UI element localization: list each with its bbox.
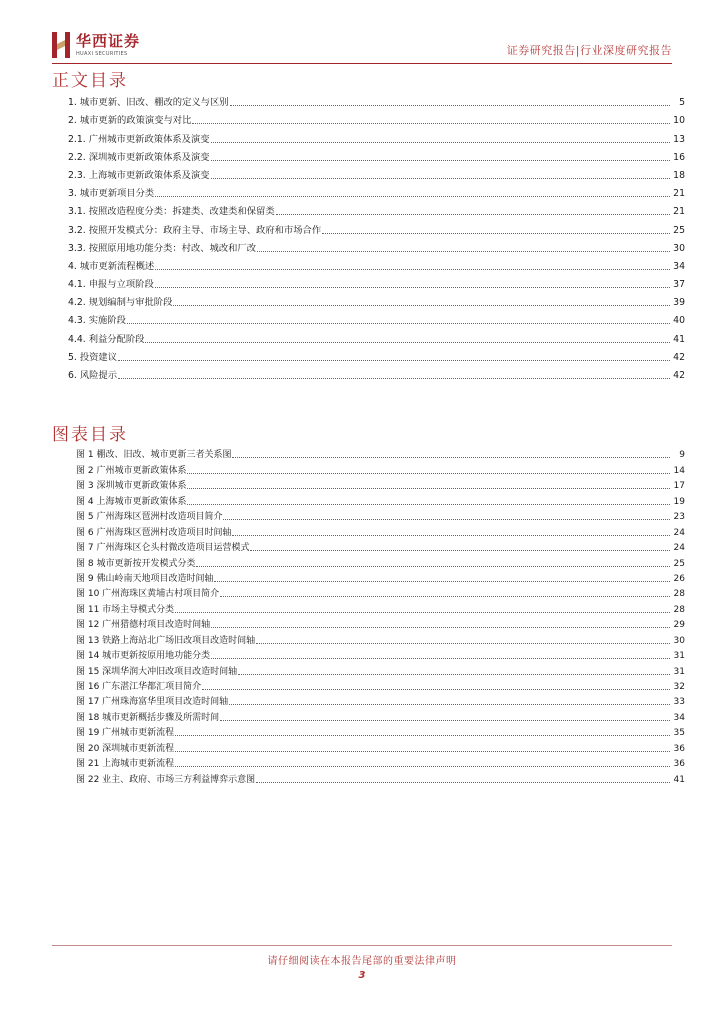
figure-entry-page: 30 — [673, 635, 685, 646]
dot-leader — [322, 233, 670, 234]
figure-entry[interactable] — [76, 570, 685, 585]
figure-entry-page: 36 — [673, 743, 685, 754]
figure-entry-page: 31 — [673, 666, 685, 677]
figure-entry-label: 图 22 业主、政府、市场三方利益博弈示意图 — [76, 774, 256, 785]
figure-entry[interactable] — [76, 492, 685, 507]
dot-leader — [232, 457, 670, 458]
dot-leader — [250, 550, 670, 551]
figure-entry-label: 图 19 广州城市更新流程 — [76, 728, 175, 739]
dot-leader — [257, 251, 670, 252]
figure-entry-page: 14 — [673, 465, 685, 476]
figure-entry-label: 图 7 广州海珠区仑头村微改造项目运营模式 — [76, 543, 250, 554]
toc-entry-label: 1. 城市更新、旧改、棚改的定义与区别 — [68, 97, 229, 109]
toc-entry[interactable] — [68, 127, 685, 145]
figure-entry[interactable] — [76, 477, 685, 492]
figure-entry-label: 图 12 广州猎德村项目改造时间轴 — [76, 620, 211, 631]
figure-entry-label: 图 17 广州珠海富华里项目改造时间轴 — [76, 697, 229, 708]
dot-leader — [175, 766, 670, 767]
dot-leader — [118, 378, 670, 379]
dot-leader — [211, 627, 670, 628]
figure-entry-page: 9 — [679, 450, 685, 461]
toc-entry-page: 5 — [679, 97, 685, 109]
toc-entry-page: 37 — [673, 279, 685, 291]
dot-leader — [211, 142, 670, 143]
toc-entry[interactable] — [68, 146, 685, 164]
toc-entry-label: 4.3. 实施阶段 — [68, 315, 126, 327]
toc-entry-page: 42 — [673, 370, 685, 381]
toc-entry-page: 25 — [673, 224, 685, 236]
dot-leader — [187, 488, 670, 489]
legal-notice: 请仔细阅读在本报告尾部的重要法律声明 — [267, 956, 457, 967]
header-divider — [52, 63, 672, 64]
footer-divider — [52, 945, 672, 946]
figure-entry-page: 25 — [673, 558, 685, 569]
figure-entry-label: 图 11 市场主导模式分类 — [76, 604, 175, 615]
figures-title: 图表目录 — [52, 425, 128, 445]
figure-entry[interactable] — [76, 755, 685, 770]
toc-entry-page: 30 — [673, 242, 685, 254]
figure-entry-page: 26 — [673, 573, 685, 584]
figure-entry-page: 17 — [673, 481, 685, 492]
dot-leader — [192, 123, 670, 124]
logo-english-name: HUAXI SECURITIES — [76, 50, 128, 57]
figure-entry-page: 24 — [673, 527, 685, 538]
toc-entry-label: 2.3. 上海城市更新政策体系及演变 — [68, 169, 210, 181]
dot-leader — [232, 535, 670, 536]
figure-entry-page: 28 — [673, 589, 685, 600]
toc-entry-page: 16 — [673, 151, 685, 163]
dot-leader — [211, 658, 670, 659]
figure-entry[interactable] — [76, 708, 685, 723]
figure-entry-label: 图 1 棚改、旧改、城市更新三者关系图 — [76, 450, 232, 461]
toc-entry-label: 4.2. 规划编制与审批阶段 — [68, 297, 173, 309]
toc-entry-page: 40 — [673, 315, 685, 327]
figure-entry[interactable] — [76, 585, 685, 600]
dot-leader — [220, 720, 670, 721]
toc-list — [68, 91, 685, 382]
toc-entry-label: 5. 投资建议 — [68, 351, 118, 363]
toc-entry-label: 3.3. 按照原用地功能分类：村改、城改和厂改 — [68, 242, 257, 254]
figure-entry-label: 图 3 深圳城市更新政策体系 — [76, 481, 187, 492]
figure-entry-label: 图 8 城市更新按开发模式分类 — [76, 558, 196, 569]
figure-entry[interactable] — [76, 461, 685, 476]
toc-entry-page: 21 — [673, 188, 685, 200]
figure-entry-label: 图 20 深圳城市更新流程 — [76, 743, 175, 754]
dot-leader — [256, 643, 670, 644]
figure-entry-label: 图 16 广东湛江华都汇项目简介 — [76, 682, 202, 692]
figure-entry-label: 图 10 广州海珠区黄埔古村项目简介 — [76, 589, 220, 600]
logo-chinese-name: 华西证券 — [76, 31, 141, 50]
figure-entry-label: 图 5 广州海珠区琶洲村改造项目简介 — [76, 512, 223, 523]
dot-leader — [211, 160, 670, 161]
figure-entry-label: 图 9 佛山岭南天地项目改造时间轴 — [76, 573, 214, 584]
figure-entry[interactable] — [76, 446, 685, 461]
toc-entry-label: 2.1. 广州城市更新政策体系及演变 — [68, 133, 210, 145]
figure-entry[interactable] — [76, 739, 685, 754]
figure-entry[interactable] — [76, 508, 685, 523]
figure-entry[interactable] — [76, 678, 685, 693]
figure-entry-page: 23 — [673, 512, 685, 523]
huaxi-logo-icon — [52, 32, 70, 58]
toc-entry-page: 18 — [673, 169, 685, 181]
figure-entry[interactable] — [76, 554, 685, 569]
figure-entry-page: 28 — [673, 604, 685, 615]
figure-entry-page: 36 — [673, 759, 685, 770]
figure-entry[interactable] — [76, 693, 685, 708]
dot-leader — [175, 612, 670, 613]
dot-leader — [211, 178, 670, 179]
toc-entry-label: 4.4. 利益分配阶段 — [68, 333, 145, 345]
dot-leader — [220, 596, 670, 597]
figure-entry-label: 图 2 广州城市更新政策体系 — [76, 465, 187, 476]
figure-entry-label: 图 15 深圳华润大冲旧改项目改造时间轴 — [76, 666, 238, 677]
dot-leader — [155, 196, 670, 197]
figure-entry-page: 41 — [673, 774, 685, 785]
figure-entry[interactable] — [76, 662, 685, 677]
figure-entry-page: 32 — [673, 682, 685, 692]
toc-entry-label: 3. 城市更新项目分类 — [68, 188, 155, 200]
figure-entry-label: 图 21 上海城市更新流程 — [76, 759, 175, 770]
dot-leader — [175, 735, 670, 736]
figure-entry[interactable] — [76, 616, 685, 631]
figure-entry-page: 19 — [673, 496, 685, 507]
figures-list — [76, 446, 685, 786]
toc-entry[interactable] — [68, 182, 685, 200]
toc-entry[interactable] — [68, 273, 685, 291]
toc-entry[interactable] — [68, 200, 685, 218]
toc-entry[interactable] — [68, 364, 685, 382]
figure-entry[interactable] — [76, 523, 685, 538]
dot-leader — [173, 305, 670, 306]
toc-entry[interactable] — [68, 218, 685, 236]
figure-entry[interactable] — [76, 631, 685, 646]
toc-entry-label: 3.2. 按照开发模式分：政府主导、市场主导、政府和市场合作 — [68, 224, 322, 236]
toc-title: 正文目录 — [52, 71, 128, 91]
toc-entry[interactable] — [68, 91, 685, 109]
figure-entry[interactable] — [76, 600, 685, 615]
figure-entry[interactable] — [76, 539, 685, 554]
dot-leader — [127, 323, 670, 324]
dot-leader — [230, 105, 670, 106]
page-number: 3 — [358, 970, 366, 981]
toc-entry[interactable] — [68, 164, 685, 182]
dot-leader — [256, 782, 670, 783]
company-logo — [52, 32, 140, 58]
toc-entry-page: 13 — [673, 133, 685, 145]
toc-entry[interactable] — [68, 291, 685, 309]
toc-entry-page: 42 — [673, 351, 685, 363]
dot-leader — [202, 689, 670, 690]
toc-entry[interactable] — [68, 346, 685, 364]
toc-entry-page: 41 — [673, 333, 685, 345]
dot-leader — [196, 566, 670, 567]
toc-entry-label: 4. 城市更新流程概述 — [68, 260, 155, 272]
figure-entry[interactable] — [76, 770, 685, 785]
toc-entry-page: 34 — [673, 260, 685, 272]
figure-entry-label: 图 6 广州海珠区琶洲村改造项目时间轴 — [76, 527, 232, 538]
toc-entry[interactable] — [68, 109, 685, 127]
toc-entry[interactable] — [68, 327, 685, 345]
toc-entry[interactable] — [68, 237, 685, 255]
dot-leader — [276, 214, 670, 215]
figure-entry-page: 31 — [673, 651, 685, 662]
dot-leader — [223, 519, 670, 520]
figure-entry-page: 34 — [673, 712, 685, 723]
toc-entry-page: 10 — [673, 115, 685, 127]
dot-leader — [187, 473, 670, 474]
figure-entry[interactable] — [76, 647, 685, 662]
dot-leader — [175, 751, 670, 752]
figure-entry-page: 24 — [673, 543, 685, 554]
toc-entry[interactable] — [68, 255, 685, 273]
figure-entry-page: 29 — [673, 620, 685, 631]
toc-entry-label: 2.2. 深圳城市更新政策体系及演变 — [68, 151, 210, 163]
toc-entry-label: 3.1. 按照改造程度分类：拆建类、改建类和保留类 — [68, 206, 275, 218]
report-type-label: 证券研究报告|行业深度研究报告 — [506, 44, 672, 57]
toc-entry[interactable] — [68, 309, 685, 327]
dot-leader — [155, 287, 670, 288]
toc-entry-label: 4.1. 申报与立项阶段 — [68, 279, 154, 291]
dot-leader — [145, 342, 670, 343]
figure-entry-page: 35 — [673, 728, 685, 739]
toc-entry-page: 21 — [673, 206, 685, 218]
toc-entry-label: 2. 城市更新的政策演变与对比 — [68, 115, 192, 127]
dot-leader — [229, 704, 670, 705]
figure-entry-label: 图 18 城市更新概括步骤及所需时间 — [76, 712, 220, 723]
dot-leader — [118, 360, 670, 361]
figure-entry-page: 33 — [673, 697, 685, 708]
dot-leader — [238, 674, 670, 675]
dot-leader — [155, 269, 670, 270]
dot-leader — [187, 504, 670, 505]
figure-entry-label: 图 14 城市更新按原用地功能分类 — [76, 651, 211, 662]
dot-leader — [214, 581, 670, 582]
figure-entry-label: 图 4 上海城市更新政策体系 — [76, 496, 187, 507]
toc-entry-page: 39 — [673, 297, 685, 309]
page-header — [52, 30, 672, 66]
figure-entry[interactable] — [76, 724, 685, 739]
figure-entry-label: 图 13 铁路上海站北广场旧改项目改造时间轴 — [76, 635, 256, 646]
toc-entry-label: 6. 风险提示 — [68, 370, 118, 381]
